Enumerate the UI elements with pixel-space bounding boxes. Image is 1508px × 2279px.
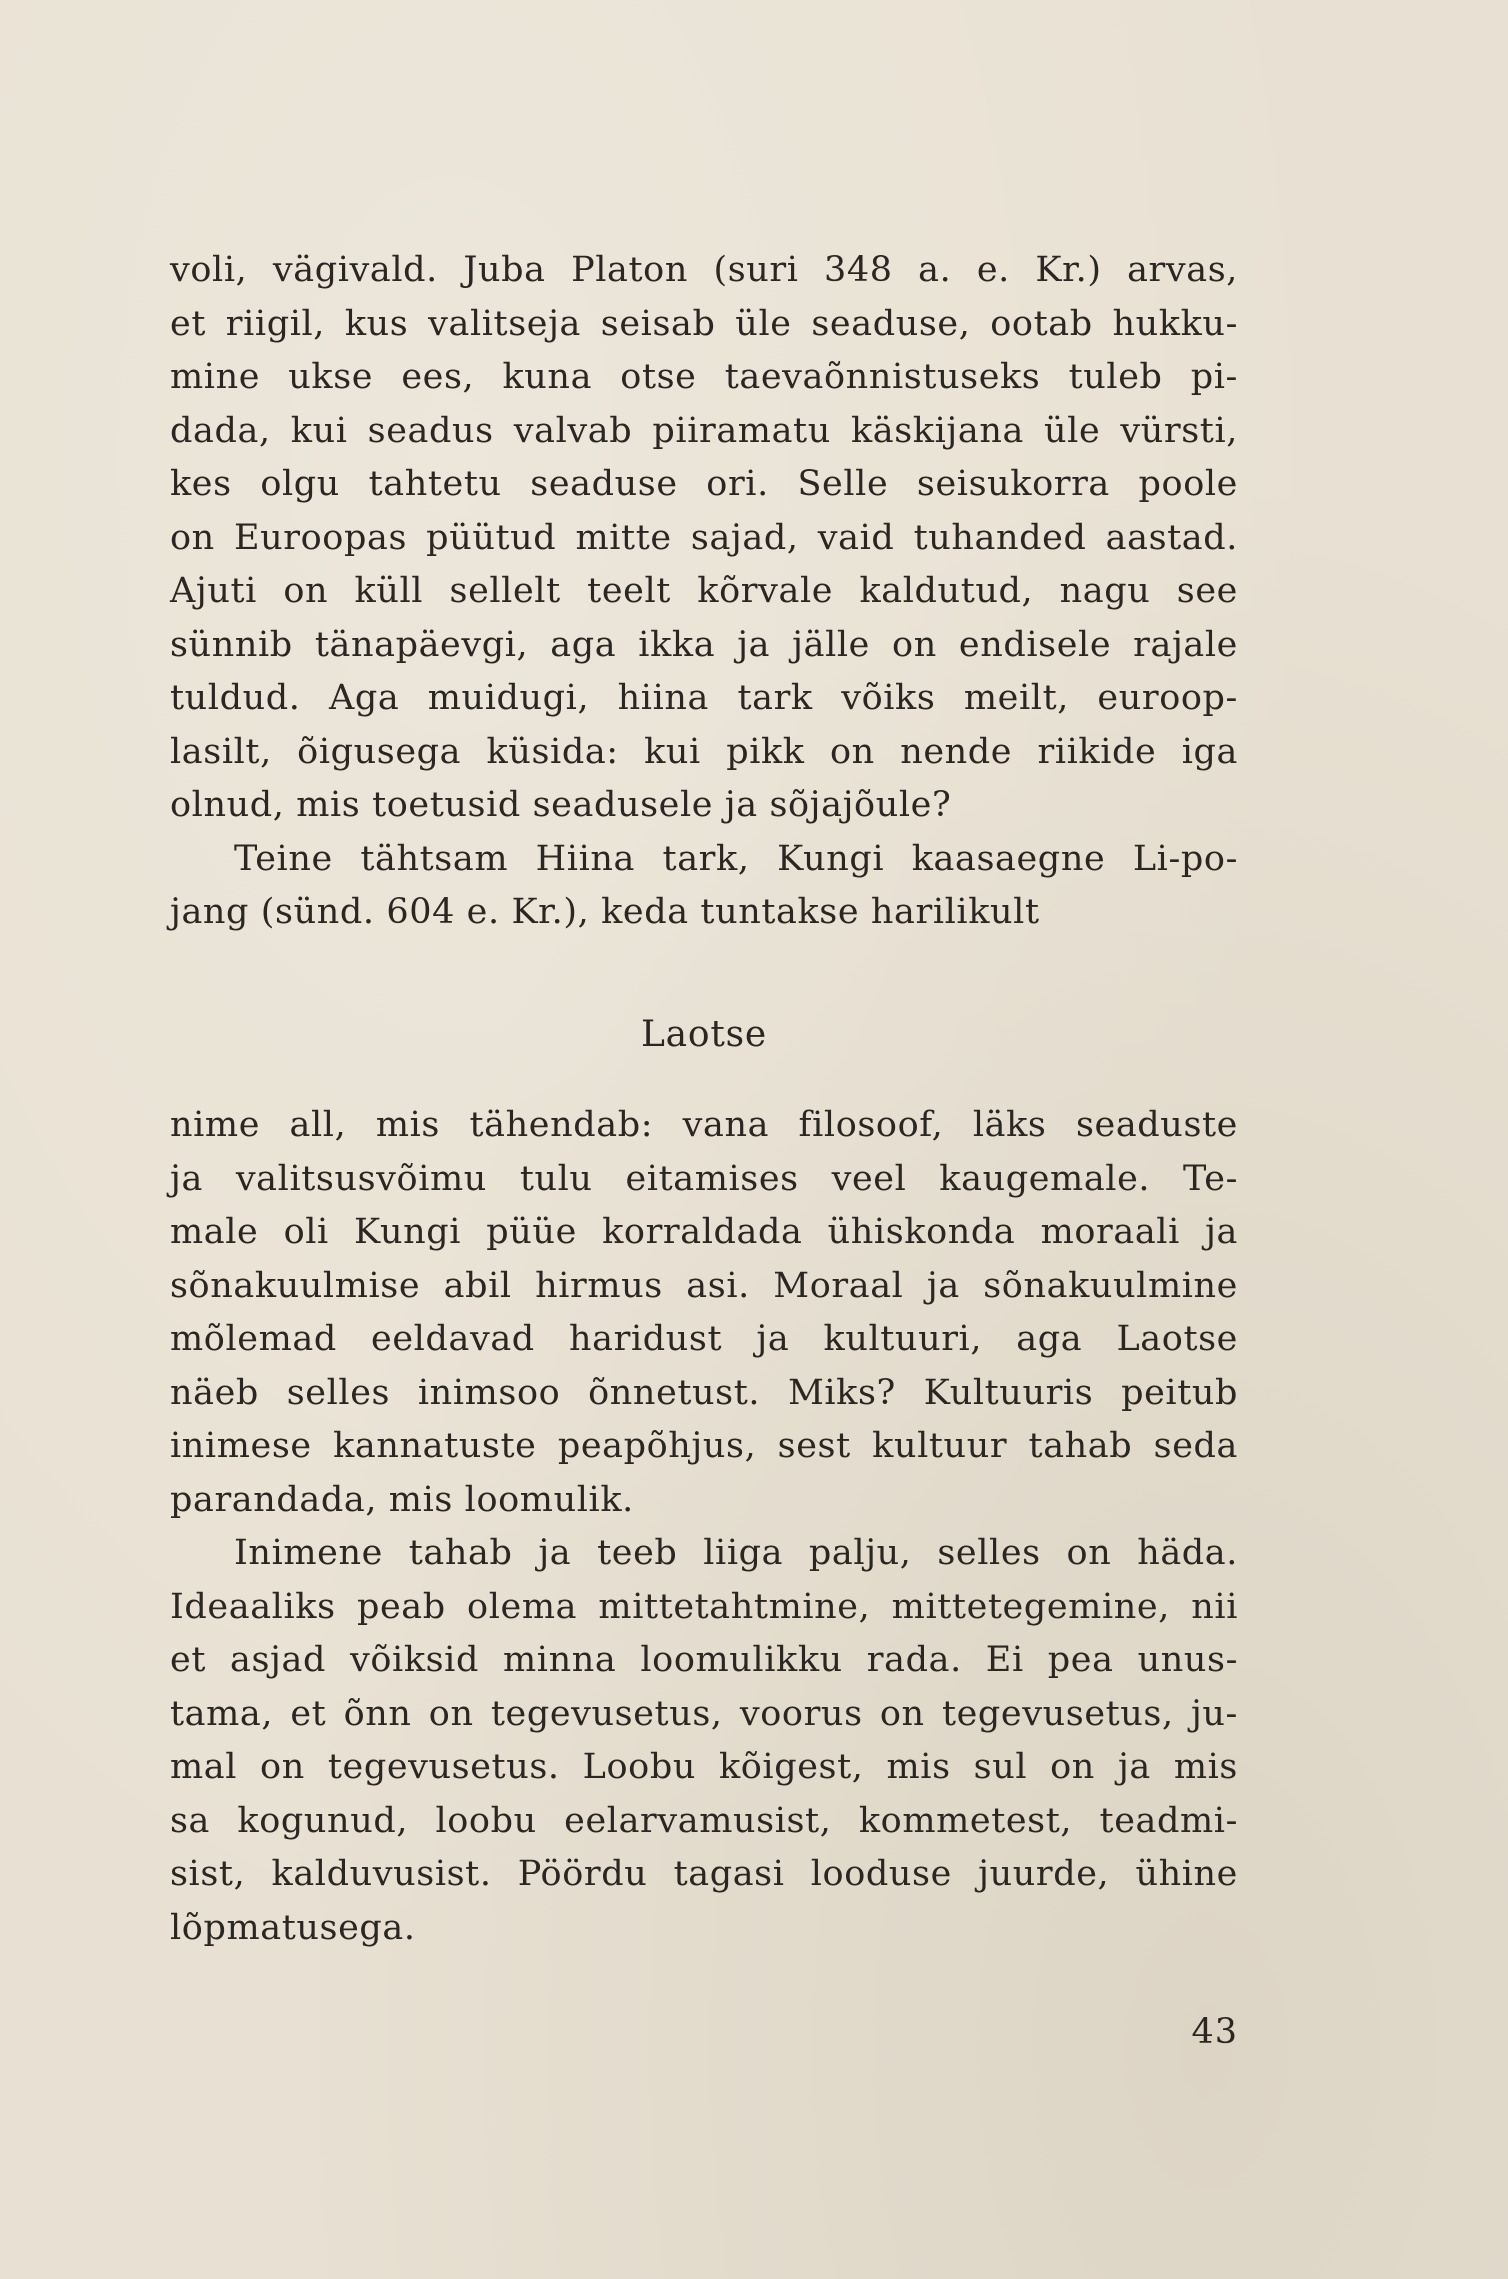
text-line: parandada, mis loomulik. xyxy=(170,1479,634,1520)
text-line: voli, vägivald. Juba Platon (suri 348 a. e. Kr.) arvas, xyxy=(170,250,1238,290)
text-line: Ajuti on küll sellelt teelt kõrvale kaldutud, nagu see xyxy=(170,571,1238,611)
text-block-upper xyxy=(170,244,1238,940)
text-line: dada, kui seadus valvab piiramatu käskijana üle vürsti, xyxy=(170,410,1238,451)
text-line: ja valitsusvõimu tulu eitamises veel kaugemale. Te- xyxy=(170,1158,1238,1199)
page-number: 43 xyxy=(1191,2012,1238,2052)
text-line: male oli Kungi püüe korraldada ühiskonda moraali ja xyxy=(170,1212,1238,1252)
text-line: sünnib tänapäevgi, aga ikka ja jälle on endisele rajale xyxy=(170,624,1238,665)
text-line: nime all, mis tähendab: vana filosoof, läks seaduste xyxy=(170,1105,1238,1145)
text-line: mõlemad eeldavad haridust ja kultuuri, aga Laotse xyxy=(170,1319,1238,1359)
text-line: sist, kalduvusist. Pöördu tagasi looduse juurde, ühine xyxy=(170,1854,1238,1894)
section-heading: Laotse xyxy=(640,1014,768,1055)
text-line: et asjad võiksid minna loomulikku rada. Ei pea unus- xyxy=(170,1640,1238,1680)
text-line: jang (sünd. 604 e. Kr.), keda tuntakse harilikult xyxy=(170,892,1040,932)
text-line: lõpmatusega. xyxy=(170,1907,416,1948)
text-line: et riigil, kus valitseja seisab üle seaduse, ootab hukku- xyxy=(170,303,1238,344)
text-line: mine ukse ees, kuna otse taevaõnnistuseks tuleb pi- xyxy=(170,357,1238,397)
text-line: inimese kannatuste peapõhjus, sest kultuur tahab seda xyxy=(170,1426,1238,1466)
text-line: sa kogunud, loobu eelarvamusist, kommetest, teadmi- xyxy=(170,1800,1238,1841)
text-line: kes olgu tahtetu seaduse ori. Selle seisukorra poole xyxy=(170,464,1238,504)
text-line: näeb selles inimsoo õnnetust. Miks? Kultuuris peitub xyxy=(170,1372,1238,1413)
text-line: Teine tähtsam Hiina tark, Kungi kaasaegne Li-po- xyxy=(234,838,1238,879)
text-line: on Euroopas püütud mitte sajad, vaid tuhanded aastad. xyxy=(170,517,1238,558)
text-line: mal on tegevusetus. Loobu kõigest, mis sul on ja mis xyxy=(170,1747,1238,1787)
text-line: tuldud. Aga muidugi, hiina tark võiks meilt, euroop- xyxy=(170,678,1238,718)
text-line: Inimene tahab ja teeb liiga palju, selles on häda. xyxy=(234,1533,1238,1573)
text-line: tama, et õnn on tegevusetus, voorus on tegevusetus, ju- xyxy=(170,1693,1238,1734)
text-line: lasilt, õigusega küsida: kui pikk on nende riikide iga xyxy=(170,731,1238,772)
text-line: olnud, mis toetusid seadusele ja sõjajõule? xyxy=(170,785,952,825)
text-block-lower xyxy=(170,1099,1238,1955)
text-line: sõnakuulmise abil hirmus asi. Moraal ja sõnakuulmine xyxy=(170,1265,1238,1306)
text-line: Ideaaliks peab olema mittetahtmine, mittetegemine, nii xyxy=(170,1586,1238,1627)
